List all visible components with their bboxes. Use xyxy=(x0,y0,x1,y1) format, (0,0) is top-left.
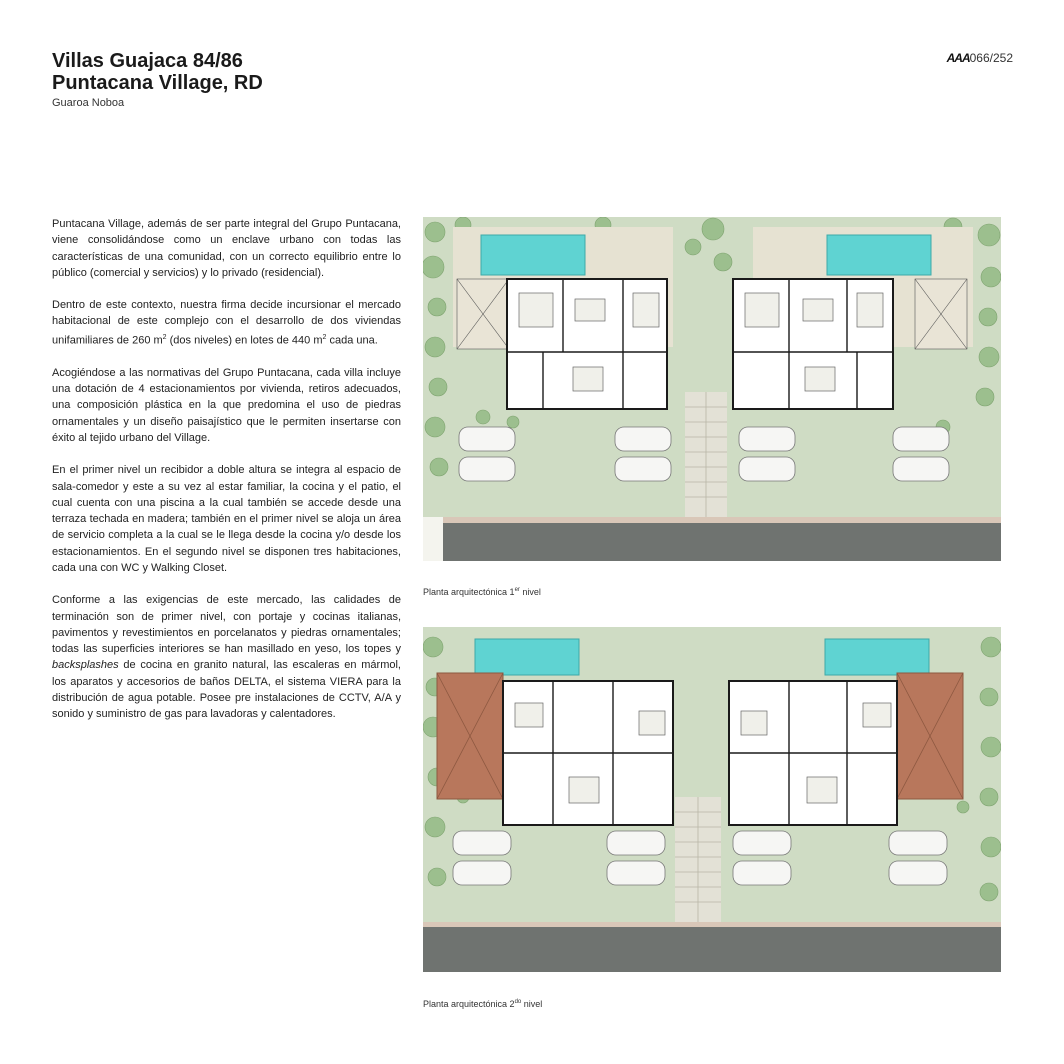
caption-plan-level-1: Planta arquitectónica 1er nivel xyxy=(423,587,541,597)
title-line-2: Puntacana Village, RD xyxy=(52,72,263,94)
caption-plan-level-2: Planta arquitectónica $2^{do}$ nivel xyxy=(423,999,543,1009)
paragraph-5: Conforme a las exigencias de este mercado, las calidades de terminación son de primer nivel, con portaje y cocinas italianas, pavimentos y revestimientos en porcelanatos y piedras ornamentales; todas las superficies interiores se han masillado en yeso, los topes y backsplashes de cocina en granito natural, las escaleras en mármol, los aparatos y accesorios de baños DELTA, el sistema VIERA para la distribución de agua potable. Posee pre instalaciones de CCTV, A/A y sonido y suministro de gas para lavadoras y calentadores. xyxy=(52,594,401,721)
magazine-logo: AAA xyxy=(946,51,970,65)
page-number: 066/252 xyxy=(969,51,1013,65)
title-line-1: Villas Guajaca 84/86 xyxy=(52,50,243,72)
paragraph-4: En el primer nivel un recibidor a doble altura se integra al espacio de sala-comedor y este a su vez al estar familiar, la cocina y el patio, el cual cuenta con una piscina a la cual también se accede desde una terraza techada en madera; también en el primer nivel se aloja un área de servicio completa a la cual se le llega desde la cocina y/o desde los estacionamientos. En el segundo nivel se disponen tres habitaciones, cada una con WC y Walking Closet. xyxy=(52,464,401,574)
page-reference xyxy=(947,51,1013,65)
page-title xyxy=(52,50,263,94)
floor-plan-level-1 xyxy=(423,217,1001,561)
author-name: Guaroa Noboa xyxy=(52,97,125,109)
paragraph-1: Puntacana Village, además de ser parte integral del Grupo Puntacana, viene consolidándose como un enclave urbano con todas las características de una comunidad, con un correcto equilibrio entre lo público (comercial y servicios) y lo privado (residencial). xyxy=(52,218,401,279)
floor-plan-level-2 xyxy=(423,627,1001,972)
article-body xyxy=(52,216,401,739)
paragraph-2: Dentro de este contexto, nuestra firma decide incursionar el mercado habitacional de este complejo con el desarrollo de dos viviendas unifamiliares de 260 $m^2$ (dos niveles) en lotes de 440 $m^2$ cada una. xyxy=(52,299,401,347)
paragraph-3: Acogiéndose a las normativas del Grupo Puntacana, cada villa incluye una dotación de 4 estacionamientos por vivienda, retiros adecuados, una composición plástica en la que predomina el uso de piedras ornamentales y un diseño paisajístico que le permiten insertarse con éxito al tejido urbano del Village. xyxy=(52,366,401,444)
